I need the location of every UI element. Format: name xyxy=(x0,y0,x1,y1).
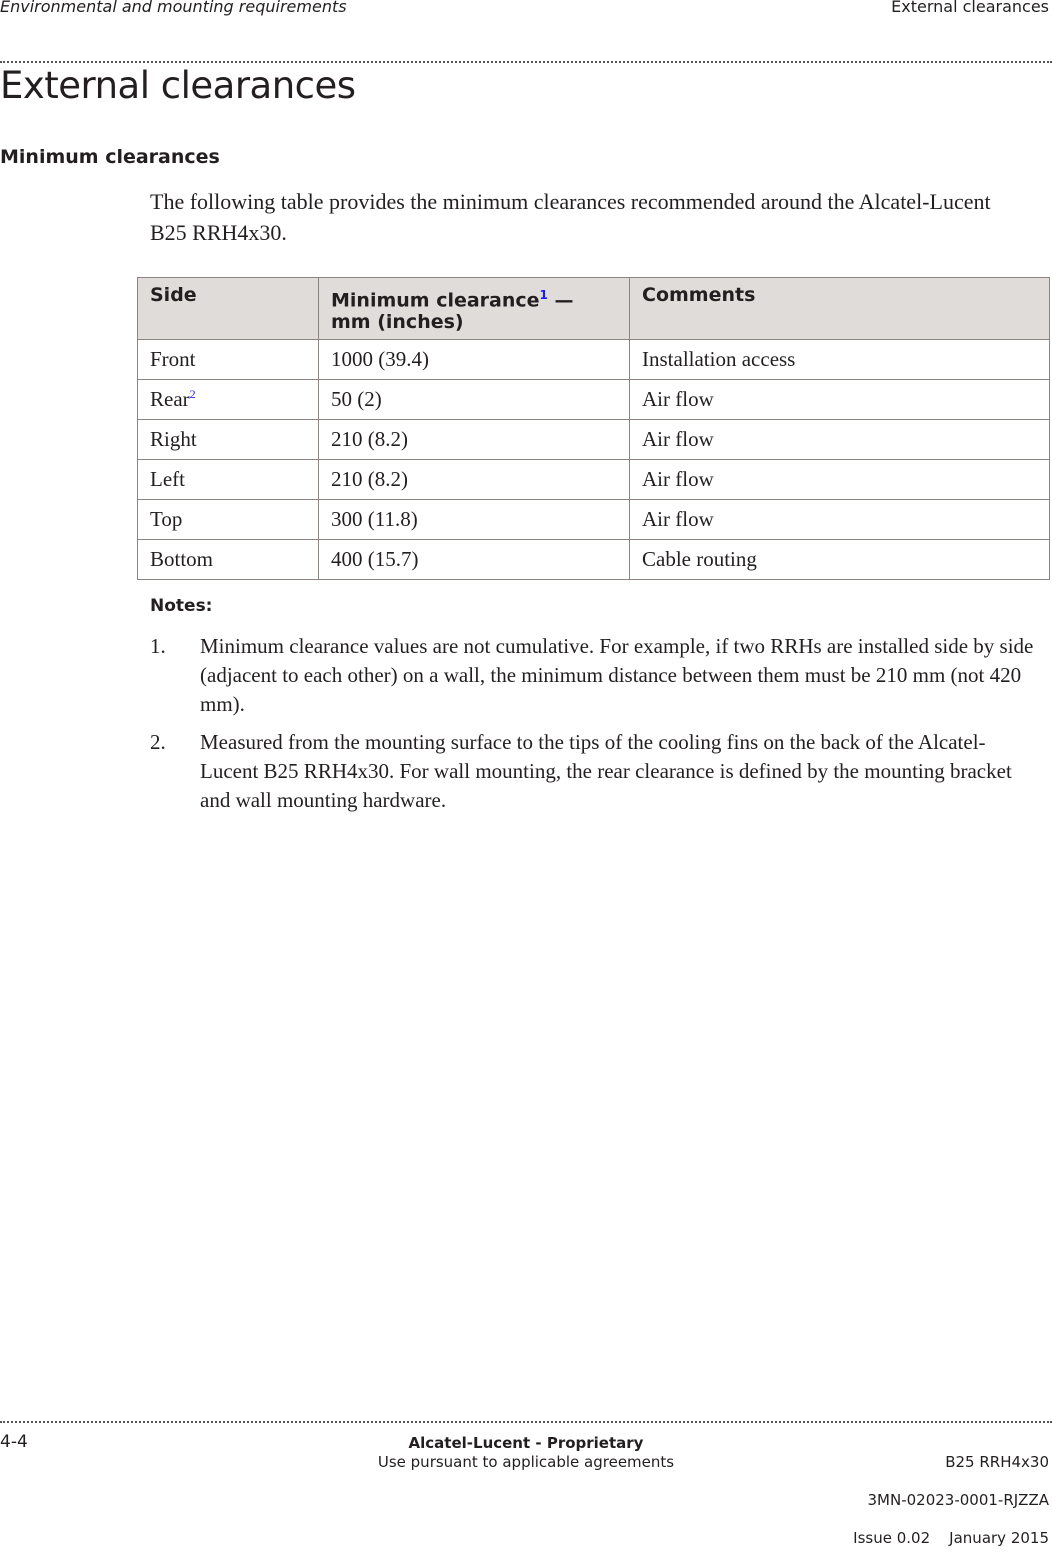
table-header-row xyxy=(138,278,1050,340)
cell-side xyxy=(138,380,319,420)
table-row xyxy=(138,500,1050,540)
table-row xyxy=(138,420,1050,460)
side-label: Rear xyxy=(150,387,190,411)
note-text: Measured from the mounting surface to the tips of the cooling fins on the back of the Alcatel-Lucent B25 RRH4x30. For wall mounting, the rear clearance is defined by the mounting bracket and wall mounting hardware. xyxy=(200,730,1012,812)
cell-comment: Air flow xyxy=(630,500,1050,540)
note-number: 2. xyxy=(150,730,166,754)
notes-label: Notes: xyxy=(150,596,213,616)
header-clearance xyxy=(319,278,630,340)
clearances-table xyxy=(137,277,1050,580)
page-title: External clearances xyxy=(0,64,356,107)
footer-proprietary: Alcatel-Lucent - Proprietary xyxy=(408,1434,644,1452)
header-clearance-units: — mm (inches) xyxy=(331,289,574,334)
running-header-chapter: Environmental and mounting requirements xyxy=(0,0,347,16)
side-label: Front xyxy=(150,347,196,371)
side-label: Left xyxy=(150,467,185,491)
table-row xyxy=(138,340,1050,380)
table-row xyxy=(138,460,1050,500)
running-header-section: External clearances xyxy=(891,0,1049,16)
cell-clearance: 210 (8.2) xyxy=(319,460,630,500)
footer-right xyxy=(853,1434,1049,1567)
header-divider xyxy=(0,61,1052,63)
footnote-ref-1[interactable]: 1 xyxy=(539,288,548,302)
header-side: Side xyxy=(138,278,319,340)
page-number: 4-4 xyxy=(0,1432,28,1452)
cell-side xyxy=(138,460,319,500)
cell-clearance: 210 (8.2) xyxy=(319,420,630,460)
table-row xyxy=(138,540,1050,580)
footer-product: B25 RRH4x30 xyxy=(945,1453,1049,1471)
footnote-ref-2[interactable]: 2 xyxy=(189,387,196,401)
cell-clearance: 50 (2) xyxy=(319,380,630,420)
cell-clearance: 300 (11.8) xyxy=(319,500,630,540)
footer-issue: Issue 0.02 January 2015 xyxy=(853,1529,1049,1547)
cell-clearance: 1000 (39.4) xyxy=(319,340,630,380)
cell-comment: Air flow xyxy=(630,460,1050,500)
cell-side xyxy=(138,540,319,580)
footer-divider xyxy=(0,1421,1052,1423)
cell-comment: Air flow xyxy=(630,420,1050,460)
side-label: Top xyxy=(150,507,183,531)
cell-side xyxy=(138,420,319,460)
header-comments: Comments xyxy=(630,278,1050,340)
cell-comment: Air flow xyxy=(630,380,1050,420)
intro-paragraph: The following table provides the minimum clearances recommended around the Alcatel-Lucent B25 RRH4x30. xyxy=(150,189,991,245)
cell-side xyxy=(138,340,319,380)
note-number: 1. xyxy=(150,634,166,658)
footer-doc-number: 3MN-02023-0001-RJZZA xyxy=(867,1491,1049,1509)
header-clearance-label: Minimum clearance xyxy=(331,289,540,312)
side-label: Right xyxy=(150,427,197,451)
section-heading: Minimum clearances xyxy=(0,146,220,168)
footer-agreements: Use pursuant to applicable agreements xyxy=(377,1453,675,1471)
cell-comment: Cable routing xyxy=(630,540,1050,580)
side-label: Bottom xyxy=(150,547,214,571)
note-item xyxy=(150,632,1040,719)
cell-clearance: 400 (15.7) xyxy=(319,540,630,580)
table-row xyxy=(138,380,1050,420)
note-text: Minimum clearance values are not cumulative. For example, if two RRHs are installed side by side (adjacent to each other) on a wall, the minimum distance between them must be 210 mm (not 420 mm). xyxy=(200,634,1034,716)
cell-side xyxy=(138,500,319,540)
note-item xyxy=(150,728,1040,815)
cell-comment: Installation access xyxy=(630,340,1050,380)
